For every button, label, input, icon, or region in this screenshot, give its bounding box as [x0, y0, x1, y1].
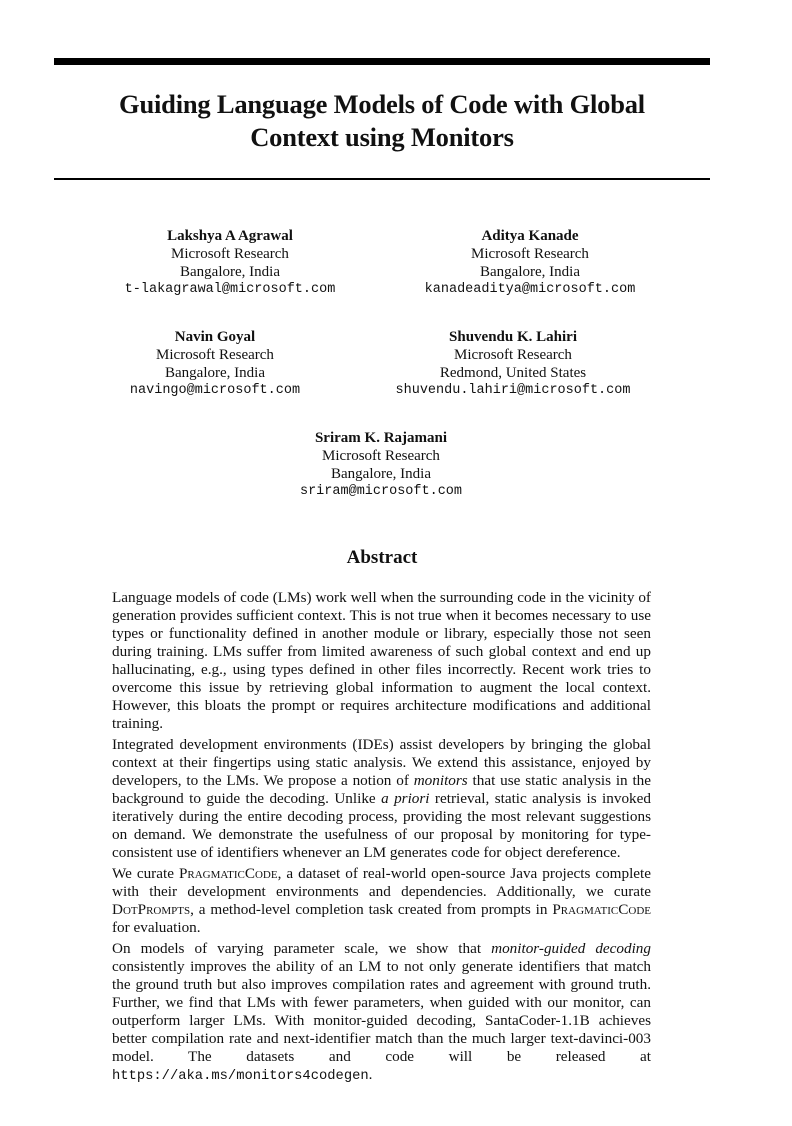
emphasis-monitor-guided-decoding: monitor-guided decoding — [491, 940, 651, 957]
author-name: Shuvendu K. Lahiri — [449, 329, 577, 345]
author-email[interactable]: navingo@microsoft.com — [129, 383, 301, 398]
author-location: Bangalore, India — [480, 264, 580, 280]
author-email[interactable]: kanadeaditya@microsoft.com — [424, 282, 636, 297]
author-email[interactable]: sriram@microsoft.com — [299, 484, 463, 499]
author-block — [380, 227, 680, 299]
text-run: for evaluation. — [112, 919, 201, 936]
top-rule — [54, 58, 710, 65]
author-name: Navin Goyal — [174, 329, 256, 345]
abstract-paragraph-3 — [112, 865, 651, 937]
emphasis-monitors: monitors — [413, 772, 468, 789]
author-block — [80, 227, 380, 299]
title-line-1: Guiding Language Models of Code with Global — [119, 89, 645, 119]
dataset-name-dotprompts: DotPrompts — [112, 901, 191, 918]
author-name: Lakshya A Agrawal — [167, 228, 293, 244]
paper-title — [54, 88, 710, 154]
abstract-paragraph-2 — [112, 736, 651, 862]
author-affiliation: Microsoft Research — [471, 246, 589, 262]
text-run: Integrated development environments (IDEs) assist developers by bringing the global context at their fingertips using static analysis. We extend this assistance, enjoyed by developers, to the LMs. We propose a notion of — [112, 736, 651, 789]
abstract-body — [112, 589, 651, 1089]
author-affiliation: Microsoft Research — [156, 347, 274, 363]
author-location: Bangalore, India — [331, 466, 431, 482]
author-email[interactable]: shuvendu.lahiri@microsoft.com — [395, 383, 631, 398]
release-url-link[interactable]: https://aka.ms/monitors4codegen — [112, 1069, 369, 1084]
dataset-name-pragmaticcode: PragmaticCode — [178, 865, 278, 882]
abstract-paragraph-1: Language models of code (LMs) work well when the surrounding code in the vicinity of generation provides sufficient context. This is not true when it becomes necessary to use types or functionality defined in another module or library, especially those not seen during training. LMs suffer from limited awareness of such global context and end up hallucinating, e.g., using types defined in other files incorrectly. Recent work tries to overcome this issue by retrieving global information to augment the local context. However, this bloats the prompt or requires architecture modifications and additional training. — [112, 589, 651, 732]
author-location: Bangalore, India — [165, 365, 265, 381]
author-affiliation: Microsoft Research — [171, 246, 289, 262]
author-location: Redmond, United States — [439, 365, 587, 381]
text-run: On models of varying parameter scale, we show that — [112, 940, 492, 957]
text-run: , a dataset of real-world open-source Java projects complete with their development environments and dependencies. Additionally, we curate — [112, 865, 652, 900]
author-name: Sriram K. Rajamani — [314, 430, 448, 446]
author-location: Bangalore, India — [180, 264, 280, 280]
text-run: , a method-level completion task created from prompts in — [190, 901, 553, 918]
author-block — [231, 429, 531, 501]
text-run: We curate — [112, 865, 179, 882]
author-name: Aditya Kanade — [481, 228, 579, 244]
author-affiliation: Microsoft Research — [322, 448, 440, 464]
author-block — [65, 328, 365, 400]
text-run: retrieval, static analysis is invoked iteratively during the entire decoding process, providing the most relevant suggestions on demand. We demonstrate the usefulness of our proposal by monitoring for type-consistent use of identifiers whenever an LM generates code for object dereference. — [112, 790, 651, 861]
author-affiliation: Microsoft Research — [454, 347, 572, 363]
author-email[interactable]: t-lakagrawal@microsoft.com — [124, 282, 336, 297]
title-bottom-rule — [54, 178, 710, 180]
title-line-2: Context using Monitors — [250, 122, 514, 152]
abstract-paragraph-4 — [112, 940, 651, 1086]
abstract-heading: Abstract — [346, 547, 418, 568]
text-run: that use static analysis in the background to guide the decoding. Unlike — [112, 772, 652, 807]
text-run: . — [368, 1066, 373, 1083]
dataset-name-pragmaticcode: PragmaticCode — [552, 901, 651, 918]
author-block — [363, 328, 663, 400]
text-run: consistently improves the ability of an LM to not only generate identifiers that match the ground truth but also improves compilation rates and agreement with ground truth. Further, we find that LMs with fewer parameters, when guided with our monitor, can outperform larger LMs. With monitor-guided decoding, SantaCoder-1.1B achieves better compilation rate and next-identifier match than the much larger text-davinci-003 model. The datasets and code will be released at — [112, 958, 651, 1065]
emphasis-a-priori: a priori — [381, 790, 430, 807]
